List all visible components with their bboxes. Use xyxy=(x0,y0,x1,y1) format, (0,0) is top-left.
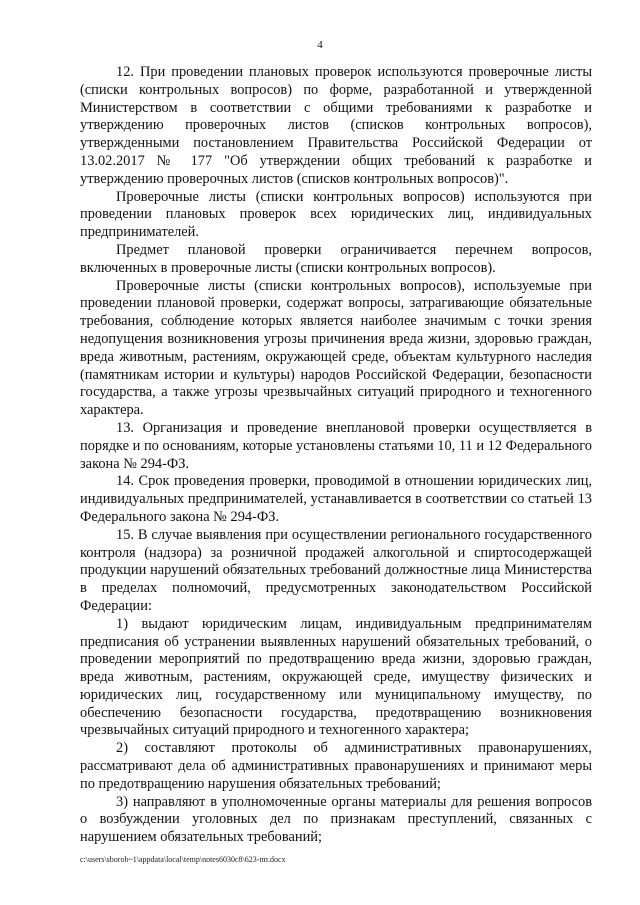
paragraph-12-checklists: 12. При проведении плановых проверок используются проверочные листы (списки контрольных вопросов) по форме, разработанной и утвержденной Министерством в соответствии с общими требованиями к разработке и утверждению проверочных листов (списков контрольных вопросов), утвержденными постановлением Правительства Российской Федерации от 13.02.2017 № 177 "Об утверждении общих требований к разработке и утверждению проверочных листов (списков контрольных вопросов)". xyxy=(80,64,592,187)
paragraph-checklists-content: Проверочные листы (списки контрольных вопросов), используемые при проведении плановой проверки, содержат вопросы, затрагивающие обязательные требования, соблюдение которых является наиболее значимым с точки зрения недопущения возникновения угрозы причинения вреда жизни, здоровью граждан, вреда животным, растениям, окружающей среде, объектам культурного наследия (памятникам истории и культуры) народов Российской Федерации, безопасности государства, а также угрозы чрезвычайных ситуаций природного и техногенного характера. xyxy=(80,277,592,419)
list-item-2-protocols: 2) составляют протоколы об административных правонарушениях, рассматривают дела об административных правонарушениях и принимают меры по предотвращению нарушения обязательных требований; xyxy=(80,740,592,792)
paragraph-13-unscheduled: 13. Организация и проведение внеплановой проверки осуществляется в порядке и по основаниям, которые установлены статьями 10, 11 и 12 Федерального закона № 294-ФЗ. xyxy=(80,419,592,472)
paragraph-inspection-subject: Предмет плановой проверки ограничивается перечнем вопросов, включенных в проверочные листы (списки контрольных вопросов). xyxy=(80,241,592,276)
list-item-3-materials: 3) направляют в уполномоченные органы материалы для решения вопросов о возбуждении уголовных дел по признакам преступлений, связанных с нарушением обязательных требований; xyxy=(80,793,592,846)
paragraph-14-duration: 14. Срок проведения проверки, проводимой в отношении юридических лиц, индивидуальных предпринимателей, устанавливается в соответствии со статьей 13 Федерального закона № 294-ФЗ. xyxy=(80,473,592,525)
page-number: 4 xyxy=(317,39,323,51)
paragraph-checklists-usage: Проверочные листы (списки контрольных вопросов) используются при проведении плановых проверок всех юридических лиц, индивидуальных предпринимателей. xyxy=(80,188,592,241)
list-item-1-orders: 1) выдают юридическим лицам, индивидуальным предпринимателям предписания об устранении выявленных нарушений обязательных требований, о проведении мероприятий по предотвращению вреда жизни, здоровью граждан, вреда животным, растениям, окружающей среде, имуществу физических и юридических лиц, государственному или муниципальному имуществу, по обеспечению безопасности государства, предотвращению возникновения чрезвычайных ситуаций природного и техногенного характера; xyxy=(80,615,592,739)
document-body xyxy=(80,64,592,847)
footer-file-path: c:\users\sborob~1\appdata\local\temp\notes6030c8\623-пп.docx xyxy=(80,855,286,864)
paragraph-15-violations: 15. В случае выявления при осуществлении регионального государственного контроля (надзора) за розничной продажей алкогольной и спиртосодержащей продукции нарушений обязательных требований должностные лица Министерства в пределах полномочий, предусмотренных законодательством Российской Федерации: xyxy=(80,526,592,614)
